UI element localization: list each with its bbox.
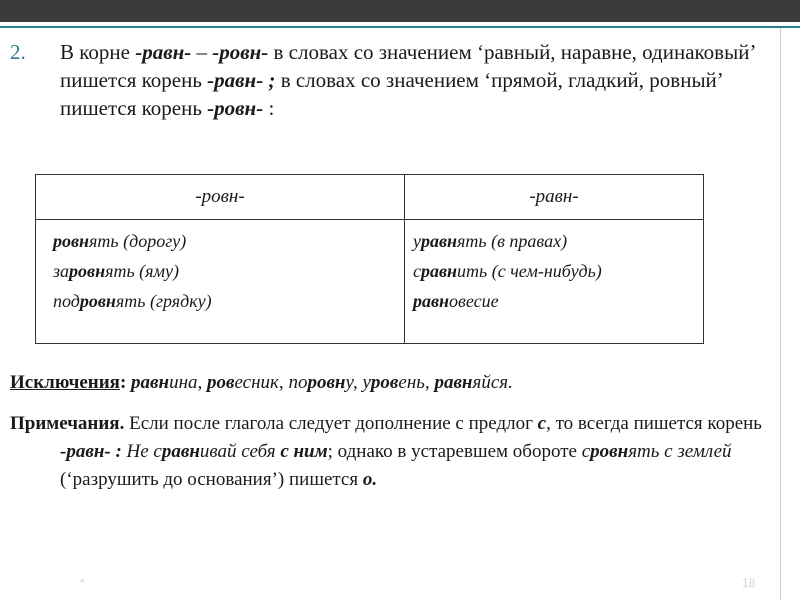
exception-word: уровень, [362,372,435,393]
point-text [60,38,772,122]
point-text-4: в словах со значением ‘прямой, гладкий, ровный’ пишется корень [60,68,723,120]
notes-paragraph: Примечания. Если после глагола следует дополнение с предлог с, то всегда пишется корень -равн- : Не сравнивай себя с ним; однако в устаревшем обороте сровнять с землей (‘разрушить до основания’) пишется о. [10,413,762,490]
top-bar [0,0,800,22]
notes-root: -равн- : [60,441,122,462]
slide-number: 18 [742,576,756,590]
ravn-example-2: сравнить (с чем-нибудь) [413,261,602,281]
ravn-examples [405,220,704,344]
footer-star: * [80,576,85,590]
exception-word: равнина, [131,372,207,393]
ravn-example-1: уравнять (в правах) [413,231,568,251]
root-rovn-2: -ровн- [207,96,264,120]
rovn-examples [36,220,405,344]
rovn-example-1: ровнять (дорогу) [53,231,187,251]
root-ravn: -равн- [135,40,192,64]
point-text-3: в словах со значением ‘равный, наравне, одинаковый’ пишется корень [60,40,755,92]
exception-word: равняйся. [434,372,513,393]
letter-o: о. [362,469,378,490]
root-rovn: -ровн- [212,40,269,64]
notes [10,410,770,494]
rovn-example-2: заровнять (яму) [53,261,179,281]
exception-word: поровну, [288,372,363,393]
right-rule [780,28,781,600]
table-row [36,220,704,344]
exceptions-label: Исключения [10,372,120,393]
ravn-example-3: равновесие [413,291,499,311]
point-text-5: : [263,96,275,120]
root-ravn-2: -равн- ; [207,68,276,92]
header-ravn: -равн- [405,175,704,220]
exception-word: ровесник, [207,372,289,393]
roots-table [35,174,704,344]
notes-label: Примечания. [10,413,125,434]
header-rovn: -ровн- [36,175,405,220]
rovn-example-3: подровнять (грядку) [53,291,212,311]
point-text-2: – [191,40,213,64]
point-number: 2. [10,40,26,64]
table-header-row [36,175,704,220]
point-text-1: В корне [60,40,136,64]
top-bar-line [0,26,800,28]
exceptions: Исключения: равнина, ровесник, поровну, уровень, равняйся. [10,372,513,393]
preposition-s: с [537,413,547,434]
